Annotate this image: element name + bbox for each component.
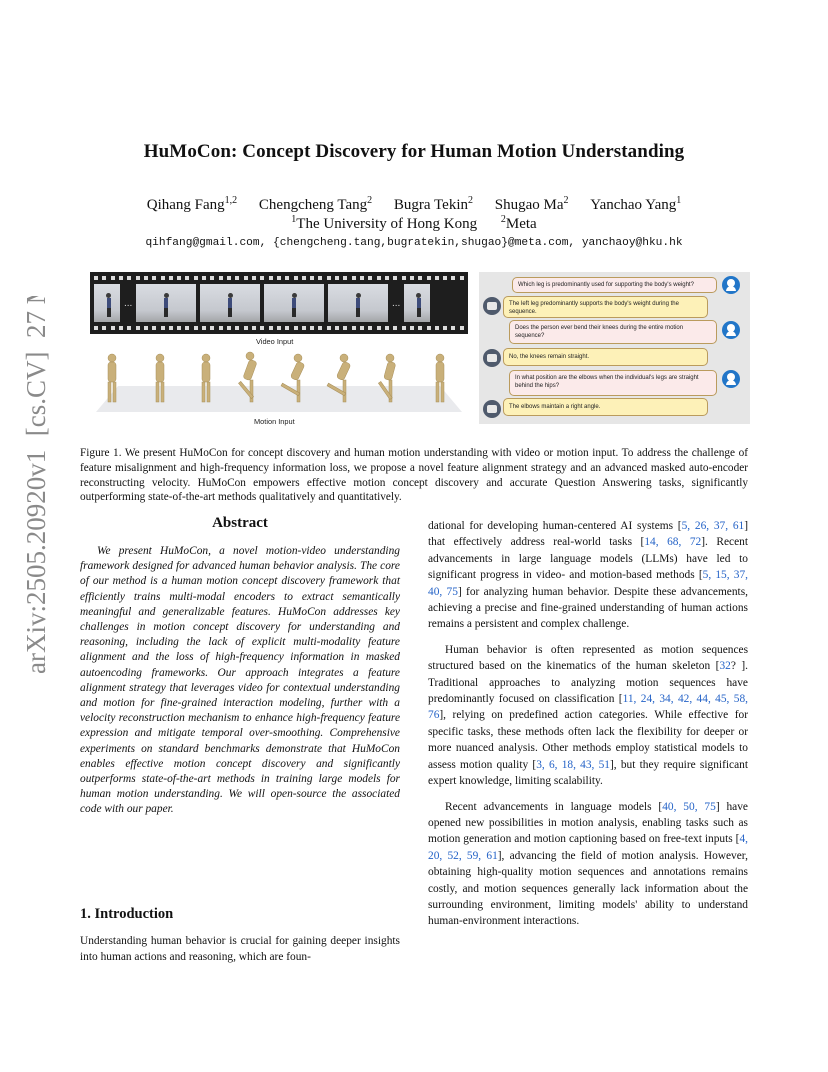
citation-link[interactable]: 3, 6, 18, 43, 51 (536, 758, 610, 771)
user-icon (722, 370, 740, 388)
video-filmstrip (90, 272, 468, 334)
right-column (428, 518, 748, 939)
author-emails: qihfang@gmail.com, {chengcheng.tang,bugratekin,shugao}@meta.com, yanchaoy@hku.hk (145, 237, 683, 249)
section-heading: 1. Introduction (80, 906, 174, 922)
question-bubble: Does the person ever bend their knees during the entire motion sequence? (509, 320, 717, 344)
author: Chengcheng Tang$^2$ (258, 195, 373, 213)
qa-dialog-panel (479, 272, 750, 424)
frame-ellipsis: ... (124, 297, 133, 309)
arxiv-stamp-text: arXiv:2505.20920v1 [cs.CV] 27 May 2025 (21, 296, 51, 674)
video-frame (264, 284, 324, 322)
citation-link[interactable]: 4, 20, 52, 59, 61 (428, 833, 748, 862)
affiliation: $^2$Meta (500, 214, 537, 232)
motion-input-label: Motion Input (254, 417, 295, 426)
robot-icon (483, 297, 501, 315)
abstract-heading: Abstract (212, 515, 268, 531)
citation-link[interactable]: 5, 15, 37, 40, 75 (428, 569, 748, 598)
answer-bubble: The elbows maintain a right angle. (503, 398, 708, 416)
citation-link[interactable]: 14, 68, 72 (644, 536, 702, 549)
question-bubble: Which leg is predominantly used for supporting the body's weight? (512, 277, 717, 293)
intro-paragraph: dational for developing human-centered AI systems [5, 26, 37, 61] that effectively address real-world tasks [14, 68, 72]. Recent advancements in large language models (LLMs) have led to significant progress in video- and motion-based methods [5, 15, 37, 40, 75] for analyzing human behavior. Despite these advancements, achieving a precise and fine-grained understanding of human actions remains a persistent and complex challenge. (428, 520, 749, 631)
author-list (80, 195, 748, 214)
figure-inputs (90, 272, 468, 430)
user-icon (722, 276, 740, 294)
robot-icon (483, 349, 501, 367)
intro-paragraph: Understanding human behavior is crucial for gaining deeper insights into human actions and reasoning, which are foun- (80, 935, 400, 964)
video-frame (200, 284, 260, 322)
author: Qihang Fang$^{1,2}$ (146, 195, 238, 213)
video-frames (94, 284, 464, 322)
author: Shugao Ma$^2$ (494, 195, 569, 213)
video-frame (404, 284, 430, 322)
intro-paragraph: Recent advancements in language models [40, 50, 75] have opened new possibilities in motion analysis, enabling tasks such as motion generation and motion captioning based on free-text inputs [4, 20, 52, 59, 61], advancing the field of motion analysis. However, obtaining high-quality motion sequences and annotations remains costly, and motion sequences generally lack information about the surrounding environment, limiting models' ability to understand human-environment interactions. (428, 800, 748, 928)
answer-bubble: The left leg predominantly supports the body's weight during the sequence. (503, 296, 708, 318)
citation-link[interactable]: 32 (719, 660, 731, 673)
frame-ellipsis: ... (392, 297, 401, 309)
citation-link[interactable]: 40, 50, 75 (662, 800, 716, 813)
video-frame (94, 284, 120, 322)
arxiv-stamp (20, 296, 52, 674)
abstract-text: We present HuMoCon, a novel motion-video understanding framework designed for advanced human behavior analysis. The core of our method is a human motion concept discovery framework that efficiently trains multi-modal encoders to extract semantically meaningful and generalizable features. HuMoCon addresses key challenges in motion concept discovery for understanding and reasoning, including the lack of explicit multi-modality feature alignment and the loss of high-frequency information in masked autoencoding frameworks. Our approach integrates a feature alignment strategy that leverages video for contextual understanding and motion for fine-grained interaction modeling, further with a velocity reconstruction mechanism to enhance high-frequency feature expression and mitigate temporal over-smoothing. Comprehensive experiments on standard benchmarks demonstrate that HuMoCon enables effective motion concept discovery and significantly outperforms state-of-the-art methods in training large models for human motion understanding. We will open-source the associated code with our paper. (80, 545, 400, 816)
affiliations (80, 214, 748, 233)
answer-bubble: No, the knees remain straight. (503, 348, 708, 366)
user-icon (722, 321, 740, 339)
affiliation: $^1$The University of Hong Kong (291, 214, 478, 232)
robot-icon (483, 400, 501, 418)
film-perforations (94, 326, 464, 330)
left-column (80, 515, 400, 818)
citation-link[interactable]: 11, 24, 34, 42, 44, 45, 58, 76 (428, 693, 748, 722)
question-bubble: In what position are the elbows when the individual's legs are straight behind the hips? (509, 370, 717, 396)
video-frame (328, 284, 388, 322)
video-frame (136, 284, 196, 322)
film-perforations (94, 276, 464, 280)
author: Bugra Tekin$^2$ (393, 195, 473, 213)
figure-caption: Figure 1. We present HuMoCon for concept discovery and human motion understanding with video or motion input. To address the challenge of feature misalignment and high-frequency information loss, we propose a novel feature alignment strategy and an advanced masked auto-encoder reconstructing velocity. HuMoCon empowers effective motion concept discovery and accurate Question Answering tasks, significantly outperforming state-of-the-art methods qualitatively and quantitatively. (80, 447, 748, 504)
author: Yanchao Yang$^1$ (590, 195, 682, 213)
intro-paragraph: Human behavior is often represented as motion sequences structured based on the kinematics of the human skeleton [32? ]. Traditional approaches to analyzing motion sequences have predominantly focused on classification [11, 24, 34, 42, 44, 45, 58, 76], relying on predefined action categories. While effective for specific tasks, these methods often lack the flexibility for deeper or more nuanced analysis. Other methods employ statistical models to assess motion quality [3, 6, 18, 43, 51], but they require significant expert knowledge, limiting scalability. (428, 643, 749, 788)
motion-sequence (90, 346, 468, 418)
citation-link[interactable]: 5, 26, 37, 61 (681, 520, 745, 532)
video-input-label: Video Input (256, 337, 294, 346)
paper-title: HuMoCon: Concept Discovery for Human Motion Understanding (143, 141, 685, 162)
